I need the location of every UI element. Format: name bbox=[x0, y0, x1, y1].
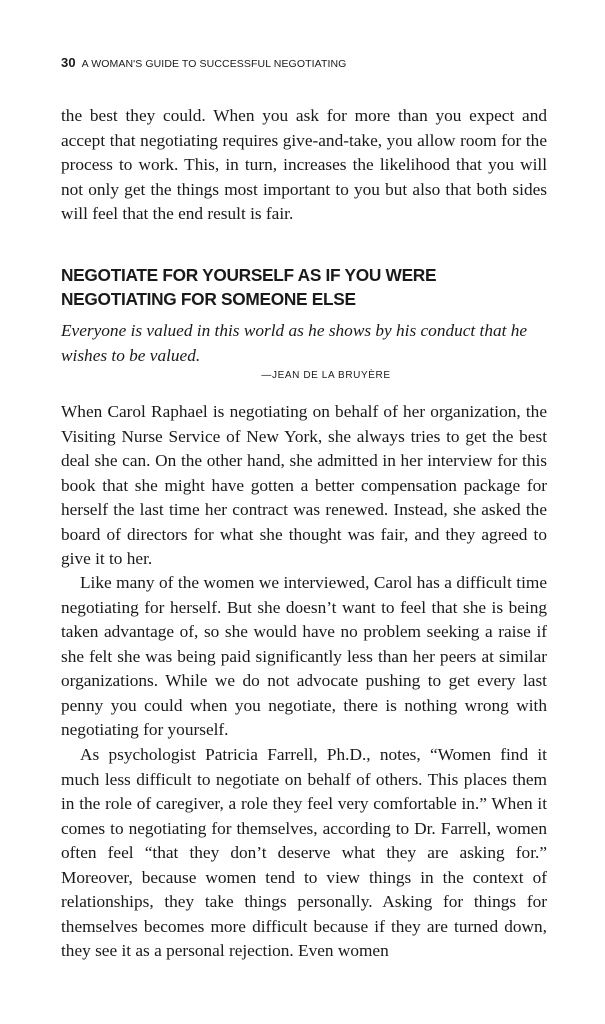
page-number: 30 bbox=[61, 55, 76, 70]
body-paragraph-2: When Carol Raphael is negotiating on behalf of her organization, the Visiting Nurse Service of New York, she always tries to get the best deal she can. On the other hand, she admitted in her interview for this book that she might have gotten a better compensation package for herself the last time her contract was renewed. Instead, she asked the board of directors for what she thought was fair, and they agreed to give it to her. bbox=[61, 402, 547, 568]
body-paragraph-1: the best they could. When you ask for more than you expect and accept that negotiating requires give-and-take, you allow room for the process to work. This, in turn, increases the likelihood that you will not only get the things most important to you but also that both sides will feel that the end result is fair. bbox=[61, 106, 547, 223]
epigraph-quote: Everyone is valued in this world as he shows by his conduct that he wishes to be valued. bbox=[61, 321, 528, 365]
running-head bbox=[61, 55, 346, 70]
body-paragraph-3: Like many of the women we interviewed, Carol has a difficult time negotiating for herself. But she doesn’t want to feel that she is being taken advantage of, so she would have no problem seeking a raise if she felt she was being paid significantly less than her peers at similar organizations. While we do not advocate pushing to get every last penny you could when you negotiate, there is nothing wrong with negotiating for yourself. bbox=[61, 573, 547, 739]
body-paragraph-4: As psychologist Patricia Farrell, Ph.D., notes, “Women find it much less difficult to negotiate on behalf of others. This places them in the role of caregiver, a role they feel very comfortable in.” When it comes to negotiating for themselves, according to Dr. Farrell, women often feel “that they don’t deserve what they are asking for.” Moreover, because women tend to view things in the context of relationships, they take things personally. Asking for things for themselves becomes more difficult because if they are turned down, they see it as a personal rejection. Even women bbox=[61, 745, 547, 960]
section-heading: NEGOTIATE FOR YOURSELF AS IF YOU WERE NEGOTIATING FOR SOMEONE ELSE bbox=[61, 265, 437, 309]
epigraph-attribution: —JEAN DE LA BRUYÈRE bbox=[261, 370, 391, 381]
book-title: A WOMAN'S GUIDE TO SUCCESSFUL NEGOTIATING bbox=[81, 58, 347, 70]
